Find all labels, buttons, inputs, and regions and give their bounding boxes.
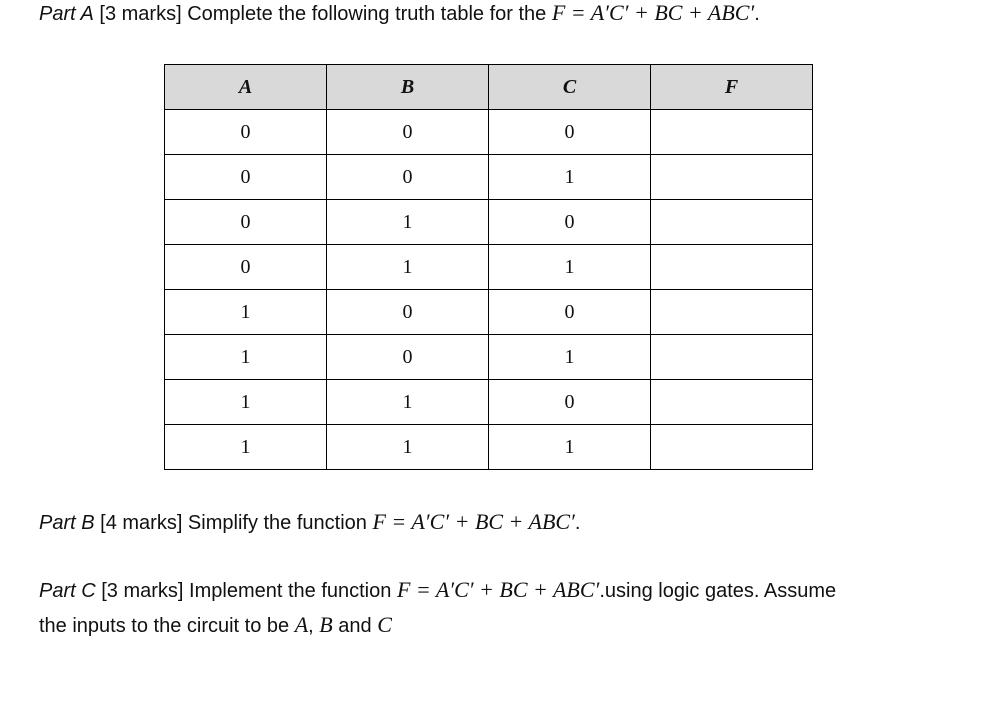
cell-a: 1 (165, 290, 327, 335)
part-b-equation: F = A′C′ + BC + ABC′ (372, 509, 575, 534)
cell-b: 1 (327, 425, 489, 470)
cell-a: 1 (165, 425, 327, 470)
truth-table-body (165, 110, 813, 470)
table-row (165, 155, 813, 200)
cell-b: 1 (327, 200, 489, 245)
cell-b: 0 (327, 290, 489, 335)
cell-c: 1 (489, 425, 651, 470)
header-b: B (327, 65, 489, 110)
cell-f (651, 200, 813, 245)
cell-a: 0 (165, 155, 327, 200)
part-c-after: .using logic gates. Assume (599, 580, 837, 602)
cell-b: 1 (327, 245, 489, 290)
header-c: C (489, 65, 651, 110)
table-row (165, 425, 813, 470)
part-a-instruction (39, 0, 760, 31)
table-row (165, 290, 813, 335)
cell-b: 0 (327, 110, 489, 155)
part-b-label: Part B (39, 512, 95, 534)
part-c-line2-text: the inputs to the circuit to be (39, 615, 295, 637)
part-a-equation: F = A′C′ + BC + ABC′ (551, 0, 755, 25)
cell-b: 0 (327, 335, 489, 380)
cell-f (651, 110, 813, 155)
cell-f (651, 335, 813, 380)
cell-f (651, 245, 813, 290)
header-f: F (651, 65, 813, 110)
table-row (165, 380, 813, 425)
cell-a: 1 (165, 335, 327, 380)
part-b-end: . (574, 512, 581, 534)
sep-1: , (308, 615, 320, 637)
table-row (165, 245, 813, 290)
sep-2: and (332, 615, 378, 637)
part-a-label: Part A (39, 3, 94, 25)
cell-c: 1 (489, 155, 651, 200)
part-c-equation: F = A′C′ + BC + ABC′ (396, 577, 600, 602)
part-c-line-1 (39, 573, 836, 608)
part-a-text: [3 marks] Complete the following truth table for the (93, 3, 552, 25)
truth-table-header-row (165, 65, 813, 110)
part-c-instruction (39, 573, 836, 643)
cell-c: 1 (489, 245, 651, 290)
cell-a: 1 (165, 380, 327, 425)
cell-c: 0 (489, 380, 651, 425)
cell-c: 0 (489, 200, 651, 245)
cell-f (651, 380, 813, 425)
cell-c: 1 (489, 335, 651, 380)
table-row (165, 200, 813, 245)
header-a: A (165, 65, 327, 110)
part-a-end: . (754, 3, 760, 25)
table-row (165, 335, 813, 380)
part-c-text: [3 marks] Implement the function (95, 580, 397, 602)
cell-c: 0 (489, 290, 651, 335)
cell-a: 0 (165, 200, 327, 245)
cell-f (651, 155, 813, 200)
var-a: A (294, 612, 309, 637)
var-b: B (319, 612, 333, 637)
cell-b: 0 (327, 155, 489, 200)
part-b-instruction (39, 505, 580, 540)
part-c-line-2 (39, 608, 836, 643)
part-c-label: Part C (39, 580, 96, 602)
cell-a: 0 (165, 245, 327, 290)
truth-table (164, 64, 813, 470)
part-b-text: [4 marks] Simplify the function (94, 512, 373, 534)
cell-b: 1 (327, 380, 489, 425)
cell-f (651, 425, 813, 470)
cell-a: 0 (165, 110, 327, 155)
cell-f (651, 290, 813, 335)
table-row (165, 110, 813, 155)
var-c: C (377, 612, 392, 637)
cell-c: 0 (489, 110, 651, 155)
